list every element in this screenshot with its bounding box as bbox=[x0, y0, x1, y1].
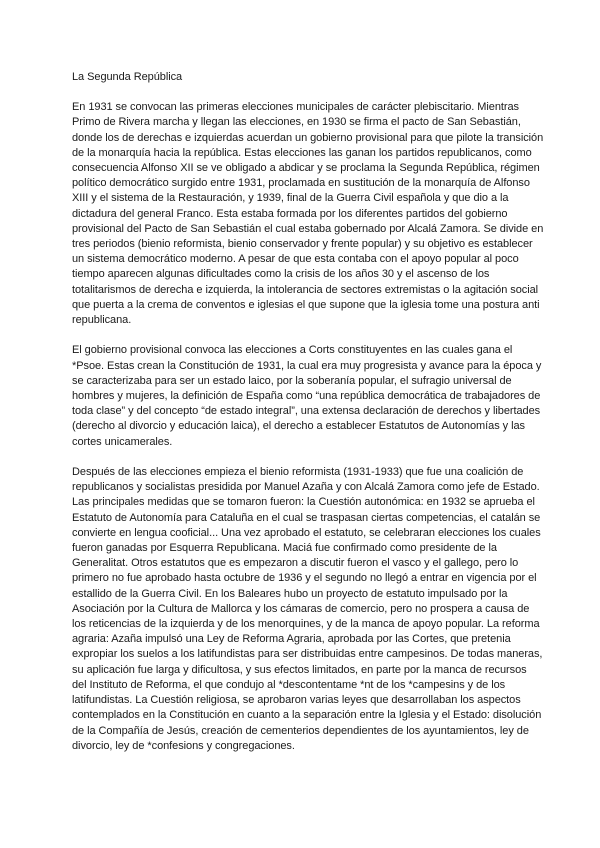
paragraph-intro: En 1931 se convocan las primeras elecciones municipales de carácter plebiscitario. Mientras Primo de Rivera marcha y llegan las elecciones, en 1930 se firma el pacto de San Sebastián, donde los de derechas e izquierdas acuerdan un gobierno provisional para que pilote la transición de la monarquía hacia la república. Estas elecciones las ganan los partidos republicanos, como consecuencia Alfonso XII se ve obligado a abdicar y se proclama la Segunda República, régimen político democrático surgido entre 1931, proclamada en sustitución de la monarquía de Alfonso XIII y el sistema de la Restauración, y 1939, final de la Guerra Civil española y que dio a la dictadura del general Franco. Esta estaba formada por los diferentes partidos del gobierno provisional del Pacto de San Sebastián el cual estaba gobernado por Alcalá Zamora. Se divide en tres periodos (bienio reformista, bienio conservador y frente popular) y su objetivo es establecer un sistema democrático moderno. A pesar de que esta contaba con el apoyo popular al poco tiempo aparecen algunas dificultades como la crisis de los años 30 y el ascenso de los totalitarismos de derecha e izquierda, la intolerancia de sectores extremistas o la agitación social que puerta a la crema de conventos e iglesias el que supone que la iglesia tome una postura anti republicana. bbox=[72, 101, 544, 327]
paragraph-constitution: El gobierno provisional convoca las elecciones a Corts constituyentes en las cuales gana el *Psoe. Estas crean la Constitución de 1931, la cual era muy progresista y avance para la época y se caracterizaba para ser un estado laico, por la soberanía popular, el sufragio universal de hombres y mujeres, la definición de España como “una república democrática de trabajadores de toda clase” y del concepto “de estado integral”, una extensa declaración de derechos y libertades (derecho al divorcio y educación laica), el derecho a establecer Estatutos de Autonomías y las cortes unicamerales. bbox=[72, 344, 542, 448]
document-title: La Segunda República bbox=[72, 71, 183, 83]
paragraph-reformist-biennium: Después de las elecciones empieza el bienio reformista (1931-1933) que fue una coalición de republicanos y socialistas presidida por Manuel Azaña y con Alcalá Zamora como jefe de Estado. Las principales medidas que se tomaron fueron: la Cuestión autonómica: en 1932 se aprueba el Estatuto de Autonomía para Cataluña en el cual se traspasan ciertas competencias, el catalán se convierte en lengua cooficial... Una vez aprobado el estatuto, se celebraran elecciones los cuales fueron ganadas por Esquerra Republicana. Maciá fue confirmado como presidente de la Generalitat. Otros estatutos que es empezaron a discutir fueron el vasco y el gallego, pero lo primero no fue aprobado hasta octubre de 1936 y el segundo no llegó a entrar en vigencia por el estallido de la Guerra Civil. En los Baleares hubo un proyecto de estatuto impulsado por la Asociación por la Cultura de Mallorca y los cámaras de comercio, pero no prospera a causa de los reticencias de la izquierda y de los menorquines, y de la manca de apoyo popular. La reforma agraria: Azaña impulsó una Ley de Reforma Agraria, aprobada por las Cortes, que pretenia expropiar los suelos a los latifundistas para ser distribuidas entre campesinos. De todas maneras, su aplicación fue larga y dificultosa, y sus efectos limitados, en parte por la manca de recursos del Instituto de Reforma, el que condujo al *descontentame *nt de los *campesins y de los latifundistas. La Cuestión religiosa, se aprobaron varias leyes que desarrollaban los aspectos contemplados en la Constitución en cuanto a la separación entre la Iglesia y el Estado: disolución de la Compañía de Jesús, creación de cementerios dependientes de los ayuntamientos, ley de divorcio, ley de *confesions y congregaciones. bbox=[72, 466, 543, 752]
